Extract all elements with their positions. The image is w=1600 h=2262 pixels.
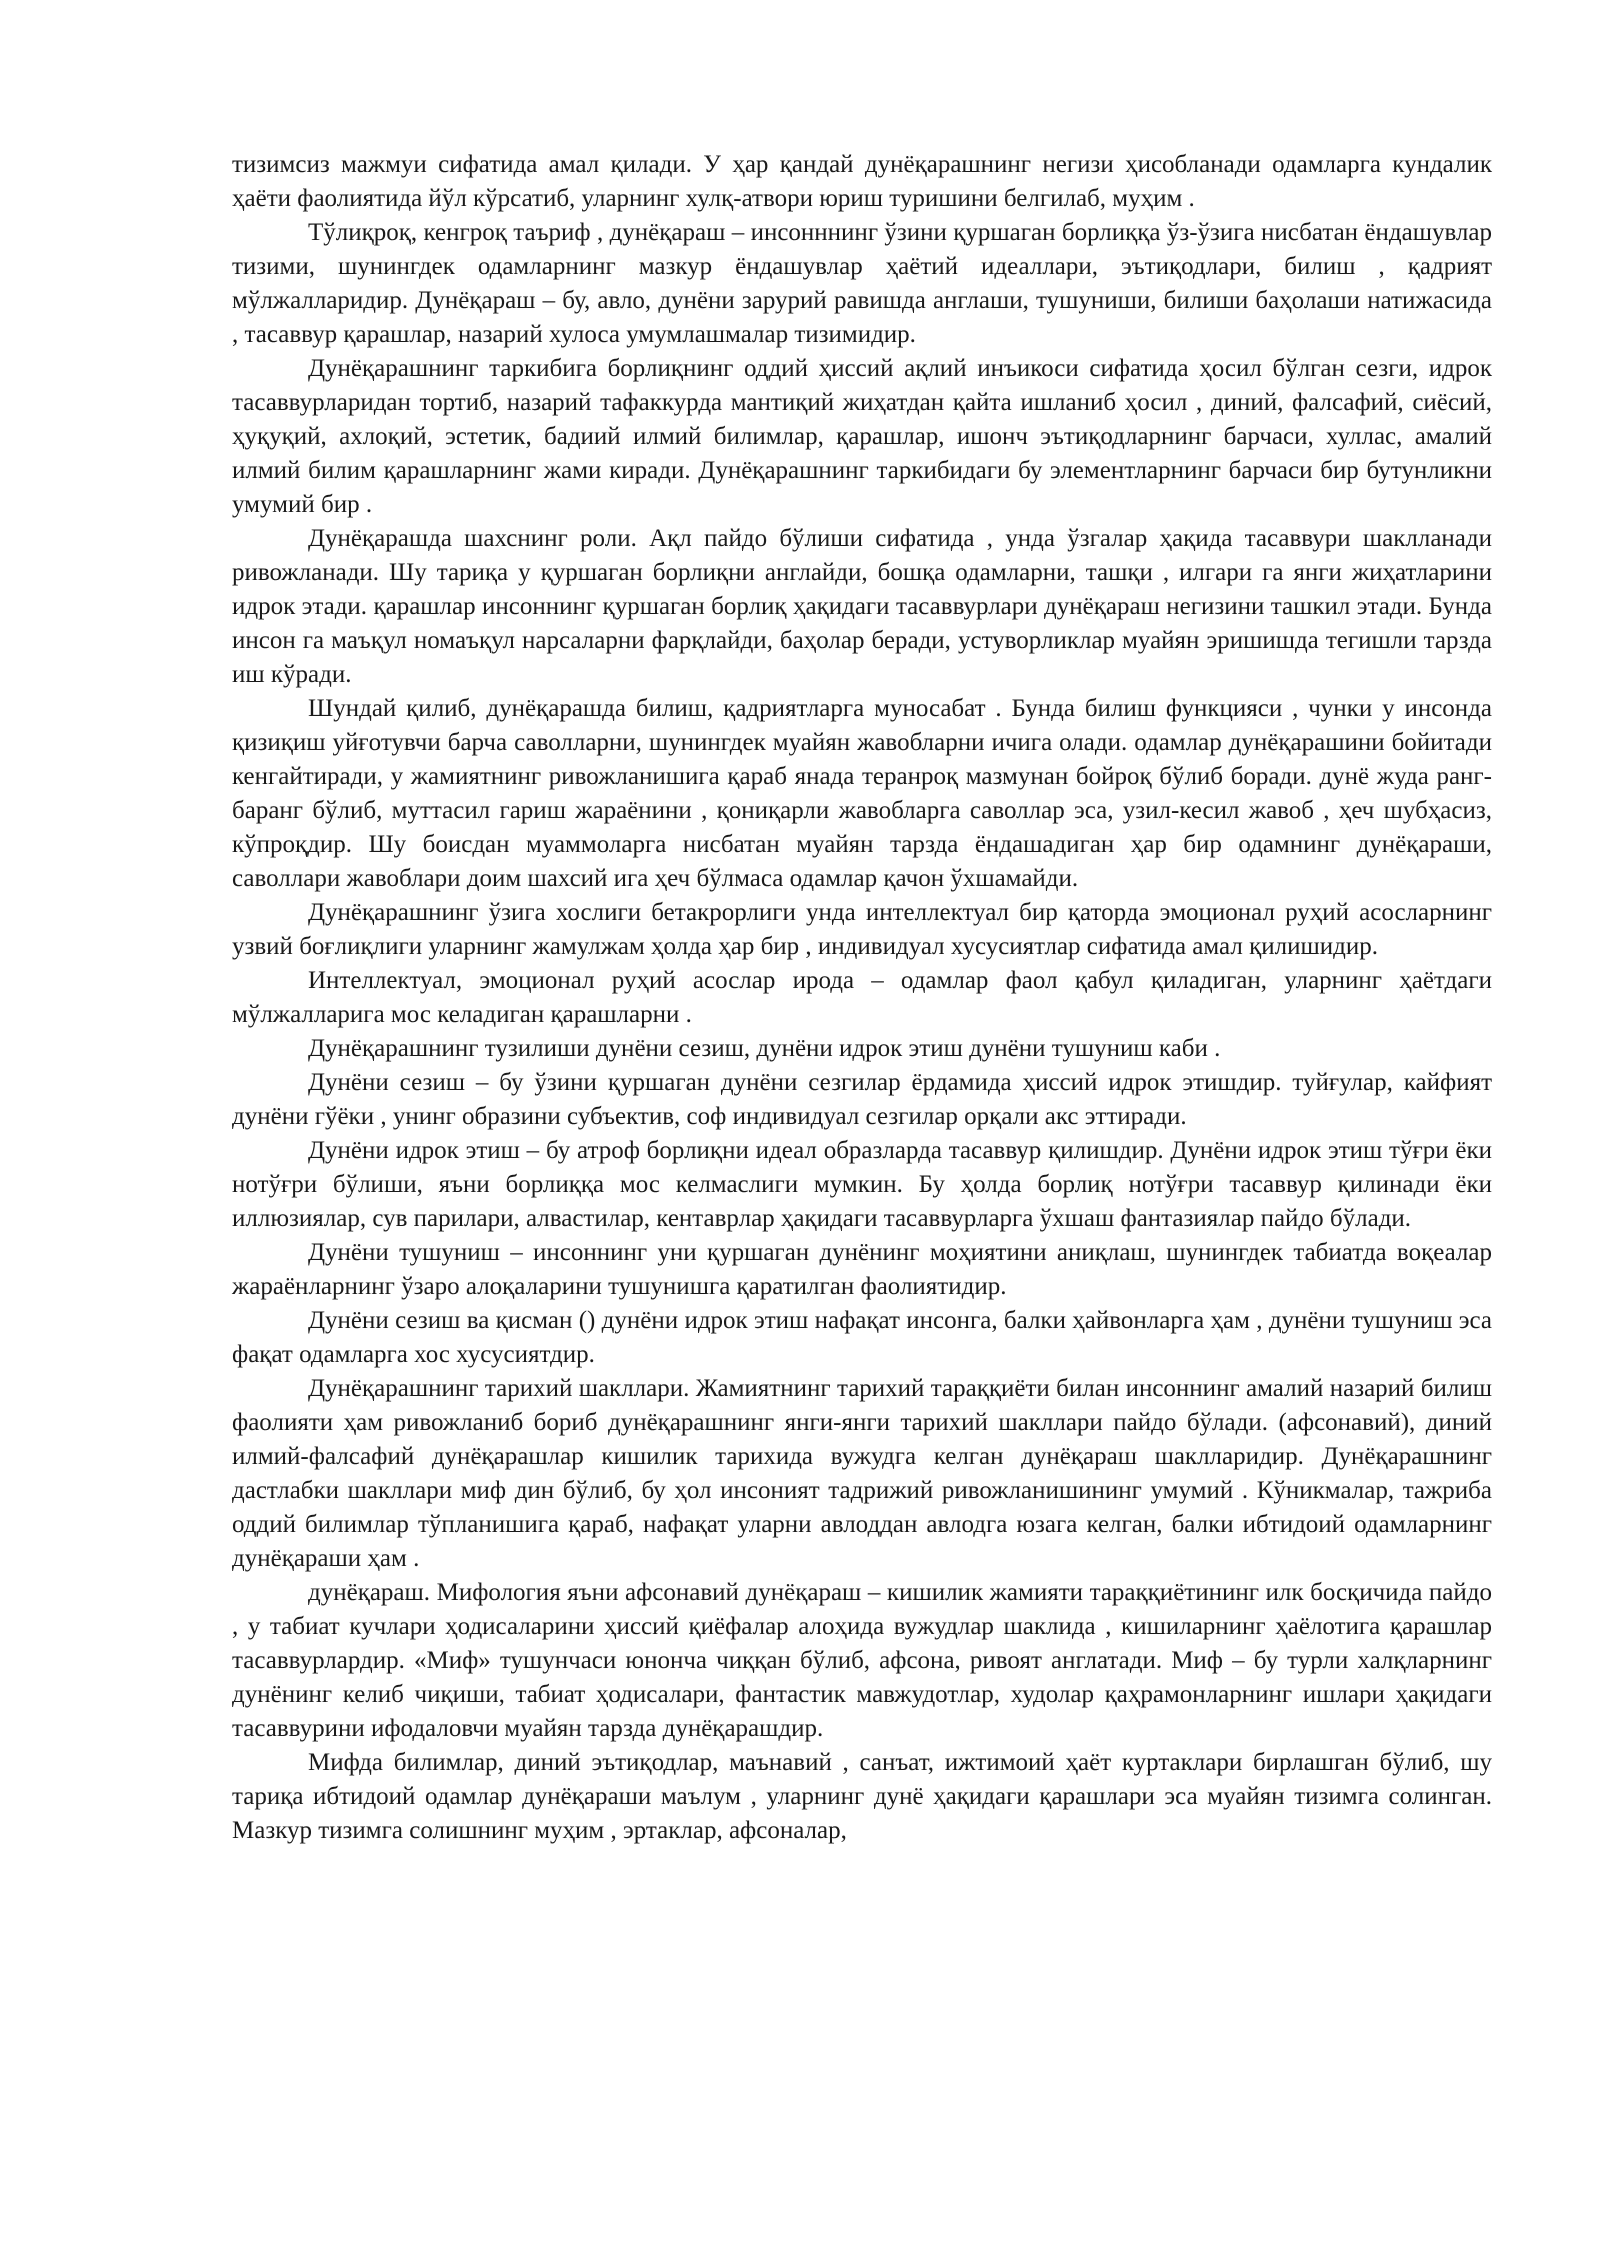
paragraph-6: Дунёқарашнинг ўзига хослиги бетакрорлиги унда интеллектуал бир қаторда эмоционал руҳий асосларнинг узвий боғлиқлиги уларнинг жамулжам ҳолда ҳар бир , индивидуал хусусиятлар сифатида амал қилишидир.	[232, 899, 1492, 960]
paragraph-7: Интеллектуал, эмоционал руҳий асослар ирода – одамлар фаол қабул қиладиган, уларнинг ҳаётдаги мўлжалларига мос келадиган қарашларни .	[232, 967, 1492, 1028]
paragraph-4: Дунёқарашда шахснинг роли. Ақл пайдо бўлиши сифатида , унда ўзгалар ҳақида тасаввури шаклланади ривожланади. Шу тариқа у қуршаган борлиқни англайди, бошқа одамларни, ташқи , илгари га янги жиҳатларини идрок этади. қарашлар инсоннинг қуршаган борлиқ ҳақидаги тасаввурлари дунёқараш негизини ташкил этади. Бунда инсон га маъқул номаъқул нарсаларни фарқлайди, баҳолар беради, устуворликлар муайян эришишда тегишли тарзда иш кўради.	[232, 525, 1492, 688]
paragraph-11: Дунёни тушуниш – инсоннинг уни қуршаган дунёнинг моҳиятини аниқлаш, шунингдек табиатда воқеалар жараёнларнинг ўзаро алоқаларини тушунишга қаратилган фаолиятидир.	[232, 1239, 1492, 1300]
paragraph-12: Дунёни сезиш ва қисман () дунёни идрок этиш нафақат инсонга, балки ҳайвонларга ҳам , дунёни тушуниш эса фақат одамларга хос хусусиятдир.	[232, 1307, 1492, 1368]
document-page	[232, 148, 1492, 1848]
paragraph-15: Мифда билимлар, диний эътиқодлар, маънавий , санъат, ижтимоий ҳаёт куртаклари бирлашган бўлиб, шу тариқа ибтидоий одамлар дунёқараши маълум , уларнинг дунё ҳақидаги қарашлари эса муайян тизимга солинган. Мазкур тизимга солишнинг муҳим , эртаклар, афсоналар,	[232, 1749, 1492, 1844]
paragraph-8: Дунёқарашнинг тузилиши дунёни сезиш, дунёни идрок этиш дунёни тушуниш каби .	[308, 1035, 1221, 1062]
paragraph-2: Тўлиқроқ, кенгроқ таъриф , дунёқараш – инсонннинг ўзини қуршаган борлиққа ўз-ўзига нисбатан ёндашувлар тизими, шунингдек одамларнинг мазкур ёндашувлар ҳаётий идеаллари, эътиқодлари, билиш , қадрият мўлжалларидир. Дунёқараш – бу, авло, дунёни зарурий равишда англаши, тушуниши, билиши баҳолаши натижасида , тасаввур қарашлар, назарий хулоса умумлашмалар тизимидир.	[232, 219, 1492, 348]
paragraph-10: Дунёни идрок этиш – бу атроф борлиқни идеал образларда тасаввур қилишдир. Дунёни идрок этиш тўғри ёки нотўғри бўлиши, яъни борлиққа мос келмаслиги мумкин. Бу ҳолда борлиқ нотўғри тасаввур қилинади ёки иллюзиялар, сув парилари, алвастилар, кентаврлар ҳақидаги тасаввурларга ўхшаш фантазиялар пайдо бўлади.	[232, 1137, 1492, 1232]
paragraph-13: Дунёқарашнинг тарихий шакллари. Жамиятнинг тарихий тараққиёти билан инсоннинг амалий назарий билиш фаолияти ҳам ривожланиб бориб дунёқарашнинг янги-янги тарихий шакллари пайдо бўлади. (афсонавий), диний илмий-фалсафий дунёқарашлар кишилик тарихида вужудга келган дунёқараш шаклларидир. Дунёқарашнинг дастлабки шакллари миф дин бўлиб, бу ҳол инсоният тадрижий ривожланишининг умумий . Кўникмалар, тажриба оддий билимлар тўпланишига қараб, нафақат уларни авлоддан авлодга юзага келган, балки ибтидоий одамларнинг дунёқараши ҳам .	[232, 1375, 1492, 1572]
paragraph-3: Дунёқарашнинг таркибига борлиқнинг оддий ҳиссий ақлий инъикоси сифатида ҳосил бўлган сезги, идрок тасаввурларидан тортиб, назарий тафаккурда мантиқий жиҳатдан қайта ишланиб ҳосил , диний, фалсафий, сиёсий, ҳуқуқий, ахлоқий, эстетик, бадиий илмий билимлар, қарашлар, ишонч эътиқодларнинг барчаси, хуллас, амалий илмий билим қарашларнинг жами киради. Дунёқарашнинг таркибидаги бу элементларнинг барчаси бир бутунликни умумий бир .	[232, 355, 1492, 518]
paragraph-9: Дунёни сезиш – бу ўзини қуршаган дунёни сезгилар ёрдамида ҳиссий идрок этишдир. туйғулар, кайфият дунёни гўёки , унинг образини субъектив, соф индивидуал сезгилар орқали акс эттиради.	[232, 1069, 1492, 1130]
paragraph-5: Шундай қилиб, дунёқарашда билиш, қадриятларга муносабат . Бунда билиш функцияси , чунки у инсонда қизиқиш уйғотувчи барча саволларни, шунингдек муайян жавобларни ичига олади. одамлар дунёқарашини бойитади кенгайтиради, у жамиятнинг ривожланишига қараб янада теранроқ мазмунан бойроқ бўлиб боради. дунё жуда ранг-баранг бўлиб, муттасил гариш жараёнини , қониқарли жавобларга саволлар эса, узил-кесил жавоб , ҳеч шубҳасиз, кўпроқдир. Шу боисдан муаммоларга нисбатан муайян тарзда ёндашадиган ҳар бир одамнинг дунёқараши, саволлари жавоблари доим шахсий ига ҳеч бўлмаса одамлар қачон ўхшамайди.	[232, 695, 1492, 892]
paragraph-14: дунёқараш. Мифология яъни афсонавий дунёқараш – кишилик жамияти тараққиётининг илк босқичида пайдо , у табиат кучлари ҳодисаларини ҳиссий қиёфалар алоҳида вужудлар шаклида , кишиларнинг ҳаёлотига қарашлар тасаввурлардир. «Миф» тушунчаси юнонча чиққан бўлиб, афсона, ривоят англатади. Миф – бу турли халқларнинг дунёнинг келиб чиқиши, табиат ҳодисалари, фантастик мавжудотлар, худолар қаҳрамонларнинг ишлари ҳақидаги тасаввурини ифодаловчи муайян тарзда дунёқарашдир.	[232, 1579, 1492, 1742]
paragraph-1: тизимсиз мажмуи сифатида амал қилади. У ҳар қандай дунёқарашнинг негизи ҳисобланади одамларга кундалик ҳаёти фаолиятида йўл кўрсатиб, уларнинг хулқ-атвори юриш туришини белгилаб, муҳим .	[232, 151, 1492, 212]
